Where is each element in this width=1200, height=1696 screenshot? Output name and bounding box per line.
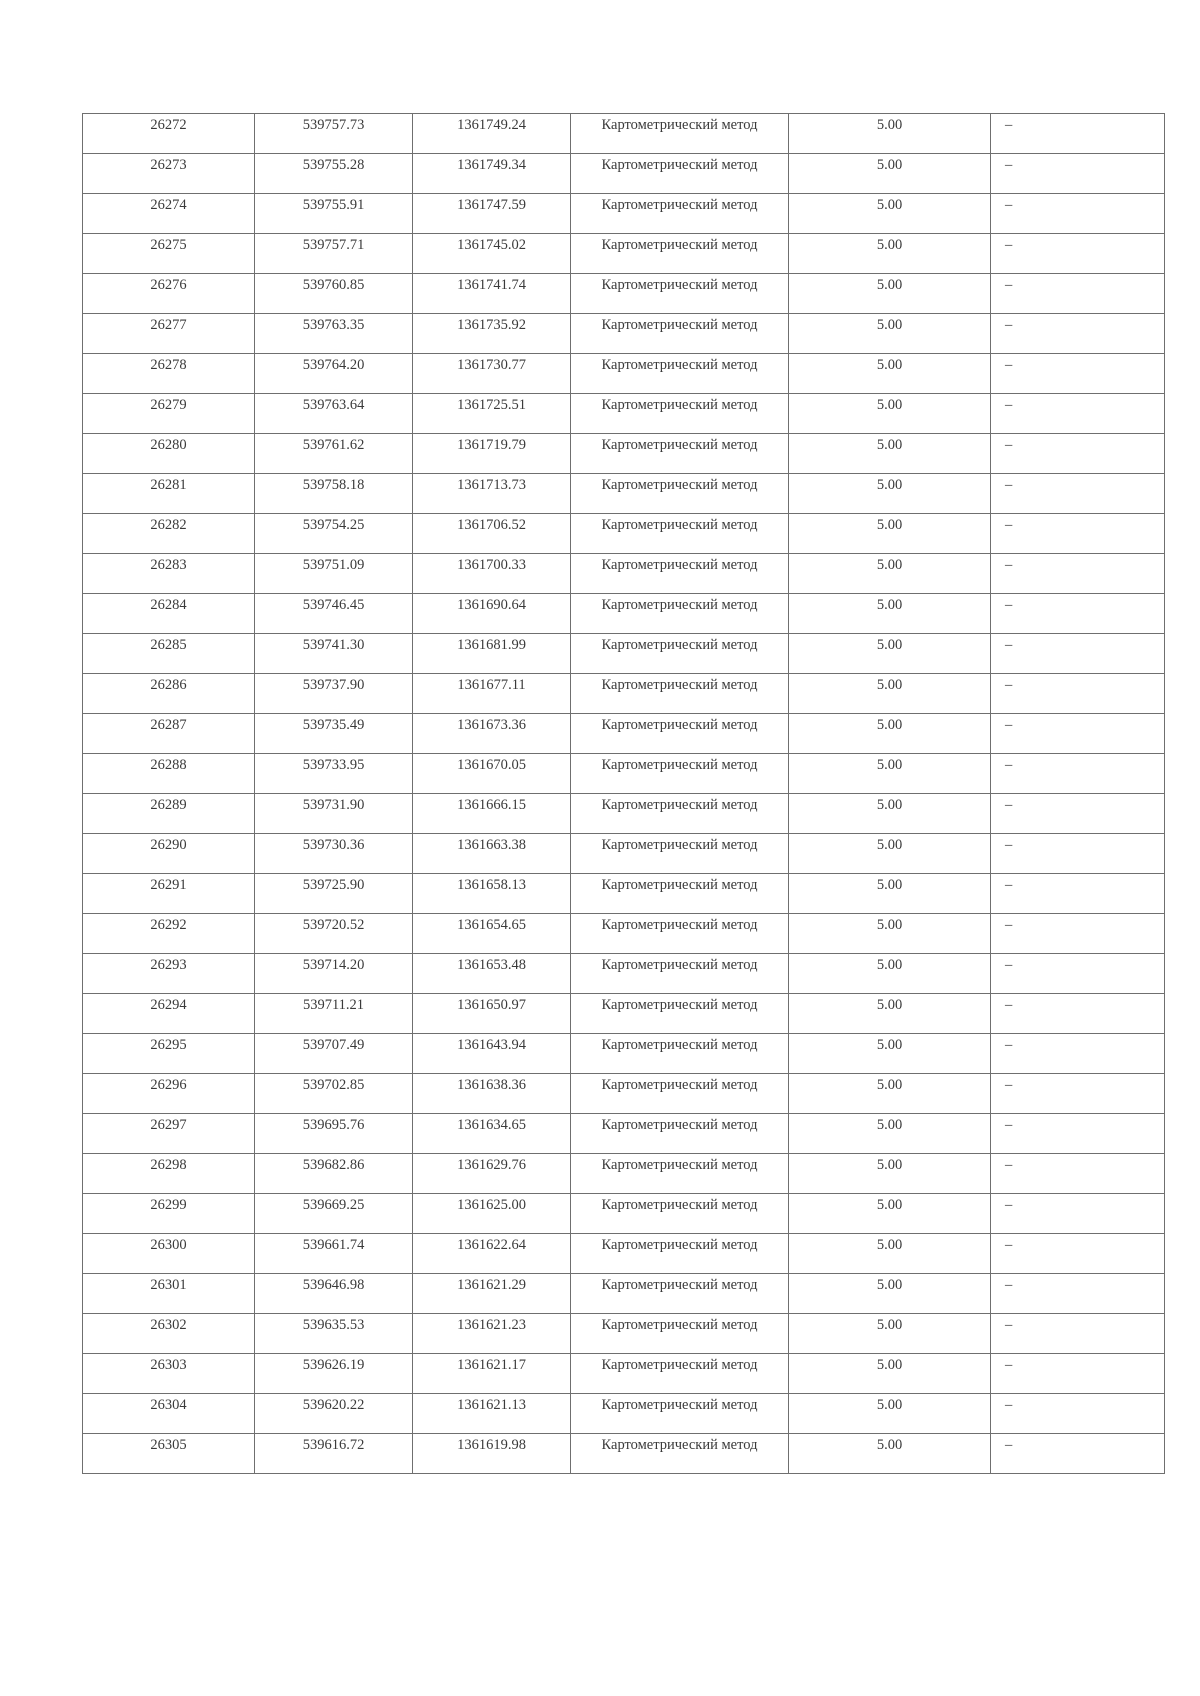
y-coordinate-cell: 1361625.00 (413, 1194, 571, 1234)
y-coordinate-cell: 1361725.51 (413, 394, 571, 434)
point-number-cell: 26303 (83, 1354, 255, 1394)
table-row (83, 674, 1165, 714)
point-number-cell: 26302 (83, 1314, 255, 1354)
table-row (83, 1114, 1165, 1154)
point-number-cell: 26278 (83, 354, 255, 394)
method-cell: Картометрический метод (571, 114, 789, 154)
description-cell: – (991, 754, 1165, 794)
description-cell: – (991, 1314, 1165, 1354)
table-row (83, 1354, 1165, 1394)
table-row (83, 594, 1165, 634)
point-number-cell: 26280 (83, 434, 255, 474)
point-number-cell: 26277 (83, 314, 255, 354)
description-cell: – (991, 1394, 1165, 1434)
x-coordinate-cell: 539757.71 (255, 234, 413, 274)
y-coordinate-cell: 1361621.17 (413, 1354, 571, 1394)
y-coordinate-cell: 1361700.33 (413, 554, 571, 594)
coordinates-table-body (83, 114, 1165, 1474)
table-row (83, 714, 1165, 754)
accuracy-cell: 5.00 (789, 394, 991, 434)
y-coordinate-cell: 1361713.73 (413, 474, 571, 514)
y-coordinate-cell: 1361643.94 (413, 1034, 571, 1074)
x-coordinate-cell: 539695.76 (255, 1114, 413, 1154)
x-coordinate-cell: 539620.22 (255, 1394, 413, 1434)
description-cell: – (991, 434, 1165, 474)
y-coordinate-cell: 1361670.05 (413, 754, 571, 794)
description-cell: – (991, 1234, 1165, 1274)
method-cell: Картометрический метод (571, 674, 789, 714)
accuracy-cell: 5.00 (789, 554, 991, 594)
method-cell: Картометрический метод (571, 834, 789, 874)
point-number-cell: 26304 (83, 1394, 255, 1434)
y-coordinate-cell: 1361747.59 (413, 194, 571, 234)
point-number-cell: 26285 (83, 634, 255, 674)
accuracy-cell: 5.00 (789, 714, 991, 754)
description-cell: – (991, 114, 1165, 154)
description-cell: – (991, 1434, 1165, 1474)
method-cell: Картометрический метод (571, 594, 789, 634)
point-number-cell: 26289 (83, 794, 255, 834)
table-row (83, 1394, 1165, 1434)
description-cell: – (991, 674, 1165, 714)
x-coordinate-cell: 539725.90 (255, 874, 413, 914)
description-cell: – (991, 394, 1165, 434)
y-coordinate-cell: 1361673.36 (413, 714, 571, 754)
description-cell: – (991, 1194, 1165, 1234)
x-coordinate-cell: 539702.85 (255, 1074, 413, 1114)
accuracy-cell: 5.00 (789, 594, 991, 634)
description-cell: – (991, 1354, 1165, 1394)
y-coordinate-cell: 1361719.79 (413, 434, 571, 474)
method-cell: Картометрический метод (571, 794, 789, 834)
description-cell: – (991, 514, 1165, 554)
x-coordinate-cell: 539757.73 (255, 114, 413, 154)
x-coordinate-cell: 539735.49 (255, 714, 413, 754)
y-coordinate-cell: 1361666.15 (413, 794, 571, 834)
point-number-cell: 26281 (83, 474, 255, 514)
y-coordinate-cell: 1361749.34 (413, 154, 571, 194)
table-row (83, 554, 1165, 594)
x-coordinate-cell: 539730.36 (255, 834, 413, 874)
coordinates-table (82, 113, 1165, 1474)
y-coordinate-cell: 1361619.98 (413, 1434, 571, 1474)
x-coordinate-cell: 539661.74 (255, 1234, 413, 1274)
point-number-cell: 26292 (83, 914, 255, 954)
x-coordinate-cell: 539669.25 (255, 1194, 413, 1234)
x-coordinate-cell: 539761.62 (255, 434, 413, 474)
accuracy-cell: 5.00 (789, 994, 991, 1034)
description-cell: – (991, 874, 1165, 914)
accuracy-cell: 5.00 (789, 794, 991, 834)
x-coordinate-cell: 539707.49 (255, 1034, 413, 1074)
method-cell: Картометрический метод (571, 714, 789, 754)
table-row (83, 1274, 1165, 1314)
point-number-cell: 26300 (83, 1234, 255, 1274)
table-row (83, 954, 1165, 994)
accuracy-cell: 5.00 (789, 1354, 991, 1394)
table-row (83, 1194, 1165, 1234)
description-cell: – (991, 274, 1165, 314)
description-cell: – (991, 914, 1165, 954)
x-coordinate-cell: 539741.30 (255, 634, 413, 674)
accuracy-cell: 5.00 (789, 1154, 991, 1194)
method-cell: Картометрический метод (571, 994, 789, 1034)
method-cell: Картометрический метод (571, 154, 789, 194)
table-row (83, 114, 1165, 154)
table-row (83, 1434, 1165, 1474)
accuracy-cell: 5.00 (789, 1114, 991, 1154)
method-cell: Картометрический метод (571, 434, 789, 474)
x-coordinate-cell: 539626.19 (255, 1354, 413, 1394)
description-cell: – (991, 234, 1165, 274)
point-number-cell: 26274 (83, 194, 255, 234)
method-cell: Картометрический метод (571, 1434, 789, 1474)
x-coordinate-cell: 539763.64 (255, 394, 413, 434)
description-cell: – (991, 1114, 1165, 1154)
point-number-cell: 26294 (83, 994, 255, 1034)
x-coordinate-cell: 539646.98 (255, 1274, 413, 1314)
point-number-cell: 26286 (83, 674, 255, 714)
y-coordinate-cell: 1361654.65 (413, 914, 571, 954)
method-cell: Картометрический метод (571, 514, 789, 554)
accuracy-cell: 5.00 (789, 1194, 991, 1234)
y-coordinate-cell: 1361706.52 (413, 514, 571, 554)
accuracy-cell: 5.00 (789, 314, 991, 354)
y-coordinate-cell: 1361622.64 (413, 1234, 571, 1274)
point-number-cell: 26301 (83, 1274, 255, 1314)
y-coordinate-cell: 1361730.77 (413, 354, 571, 394)
method-cell: Картометрический метод (571, 274, 789, 314)
accuracy-cell: 5.00 (789, 354, 991, 394)
method-cell: Картометрический метод (571, 914, 789, 954)
x-coordinate-cell: 539754.25 (255, 514, 413, 554)
y-coordinate-cell: 1361658.13 (413, 874, 571, 914)
accuracy-cell: 5.00 (789, 1434, 991, 1474)
point-number-cell: 26275 (83, 234, 255, 274)
y-coordinate-cell: 1361621.23 (413, 1314, 571, 1354)
method-cell: Картометрический метод (571, 354, 789, 394)
method-cell: Картометрический метод (571, 554, 789, 594)
point-number-cell: 26283 (83, 554, 255, 594)
description-cell: – (991, 1034, 1165, 1074)
point-number-cell: 26273 (83, 154, 255, 194)
table-row (83, 274, 1165, 314)
method-cell: Картометрический метод (571, 1274, 789, 1314)
y-coordinate-cell: 1361621.29 (413, 1274, 571, 1314)
description-cell: – (991, 1154, 1165, 1194)
y-coordinate-cell: 1361741.74 (413, 274, 571, 314)
accuracy-cell: 5.00 (789, 674, 991, 714)
table-row (83, 514, 1165, 554)
point-number-cell: 26290 (83, 834, 255, 874)
method-cell: Картометрический метод (571, 1314, 789, 1354)
method-cell: Картометрический метод (571, 1194, 789, 1234)
point-number-cell: 26293 (83, 954, 255, 994)
accuracy-cell: 5.00 (789, 1394, 991, 1434)
method-cell: Картометрический метод (571, 234, 789, 274)
description-cell: – (991, 1074, 1165, 1114)
table-row (83, 874, 1165, 914)
method-cell: Картометрический метод (571, 1154, 789, 1194)
method-cell: Картометрический метод (571, 634, 789, 674)
table-row (83, 354, 1165, 394)
table-row (83, 914, 1165, 954)
accuracy-cell: 5.00 (789, 634, 991, 674)
accuracy-cell: 5.00 (789, 434, 991, 474)
description-cell: – (991, 314, 1165, 354)
point-number-cell: 26287 (83, 714, 255, 754)
point-number-cell: 26288 (83, 754, 255, 794)
table-row (83, 1034, 1165, 1074)
accuracy-cell: 5.00 (789, 954, 991, 994)
point-number-cell: 26276 (83, 274, 255, 314)
description-cell: – (991, 794, 1165, 834)
table-row (83, 634, 1165, 674)
table-row (83, 1154, 1165, 1194)
description-cell: – (991, 474, 1165, 514)
accuracy-cell: 5.00 (789, 914, 991, 954)
description-cell: – (991, 634, 1165, 674)
accuracy-cell: 5.00 (789, 194, 991, 234)
x-coordinate-cell: 539733.95 (255, 754, 413, 794)
y-coordinate-cell: 1361681.99 (413, 634, 571, 674)
point-number-cell: 26282 (83, 514, 255, 554)
point-number-cell: 26296 (83, 1074, 255, 1114)
y-coordinate-cell: 1361653.48 (413, 954, 571, 994)
point-number-cell: 26299 (83, 1194, 255, 1234)
accuracy-cell: 5.00 (789, 154, 991, 194)
table-row (83, 834, 1165, 874)
table-row (83, 194, 1165, 234)
x-coordinate-cell: 539760.85 (255, 274, 413, 314)
point-number-cell: 26297 (83, 1114, 255, 1154)
accuracy-cell: 5.00 (789, 234, 991, 274)
x-coordinate-cell: 539731.90 (255, 794, 413, 834)
description-cell: – (991, 714, 1165, 754)
method-cell: Картометрический метод (571, 1354, 789, 1394)
description-cell: – (991, 154, 1165, 194)
accuracy-cell: 5.00 (789, 114, 991, 154)
method-cell: Картометрический метод (571, 754, 789, 794)
x-coordinate-cell: 539758.18 (255, 474, 413, 514)
accuracy-cell: 5.00 (789, 874, 991, 914)
description-cell: – (991, 354, 1165, 394)
y-coordinate-cell: 1361650.97 (413, 994, 571, 1034)
y-coordinate-cell: 1361621.13 (413, 1394, 571, 1434)
table-row (83, 234, 1165, 274)
table-row (83, 474, 1165, 514)
accuracy-cell: 5.00 (789, 754, 991, 794)
method-cell: Картометрический метод (571, 874, 789, 914)
x-coordinate-cell: 539711.21 (255, 994, 413, 1034)
table-row (83, 394, 1165, 434)
method-cell: Картометрический метод (571, 1114, 789, 1154)
y-coordinate-cell: 1361745.02 (413, 234, 571, 274)
accuracy-cell: 5.00 (789, 1234, 991, 1274)
point-number-cell: 26272 (83, 114, 255, 154)
accuracy-cell: 5.00 (789, 1074, 991, 1114)
accuracy-cell: 5.00 (789, 1314, 991, 1354)
description-cell: – (991, 954, 1165, 994)
y-coordinate-cell: 1361663.38 (413, 834, 571, 874)
x-coordinate-cell: 539764.20 (255, 354, 413, 394)
method-cell: Картометрический метод (571, 474, 789, 514)
description-cell: – (991, 594, 1165, 634)
description-cell: – (991, 554, 1165, 594)
x-coordinate-cell: 539763.35 (255, 314, 413, 354)
table-row (83, 794, 1165, 834)
point-number-cell: 26284 (83, 594, 255, 634)
x-coordinate-cell: 539616.72 (255, 1434, 413, 1474)
description-cell: – (991, 194, 1165, 234)
x-coordinate-cell: 539720.52 (255, 914, 413, 954)
y-coordinate-cell: 1361677.11 (413, 674, 571, 714)
description-cell: – (991, 834, 1165, 874)
table-row (83, 154, 1165, 194)
table-row (83, 1314, 1165, 1354)
accuracy-cell: 5.00 (789, 1034, 991, 1074)
table-row (83, 994, 1165, 1034)
point-number-cell: 26291 (83, 874, 255, 914)
method-cell: Картометрический метод (571, 1394, 789, 1434)
x-coordinate-cell: 539635.53 (255, 1314, 413, 1354)
x-coordinate-cell: 539755.28 (255, 154, 413, 194)
description-cell: – (991, 1274, 1165, 1314)
method-cell: Картометрический метод (571, 1034, 789, 1074)
method-cell: Картометрический метод (571, 394, 789, 434)
accuracy-cell: 5.00 (789, 514, 991, 554)
x-coordinate-cell: 539751.09 (255, 554, 413, 594)
method-cell: Картометрический метод (571, 1234, 789, 1274)
accuracy-cell: 5.00 (789, 1274, 991, 1314)
method-cell: Картометрический метод (571, 1074, 789, 1114)
point-number-cell: 26298 (83, 1154, 255, 1194)
table-row (83, 314, 1165, 354)
method-cell: Картометрический метод (571, 954, 789, 994)
y-coordinate-cell: 1361629.76 (413, 1154, 571, 1194)
x-coordinate-cell: 539714.20 (255, 954, 413, 994)
table-row (83, 754, 1165, 794)
x-coordinate-cell: 539682.86 (255, 1154, 413, 1194)
point-number-cell: 26305 (83, 1434, 255, 1474)
point-number-cell: 26295 (83, 1034, 255, 1074)
x-coordinate-cell: 539737.90 (255, 674, 413, 714)
description-cell: – (991, 994, 1165, 1034)
point-number-cell: 26279 (83, 394, 255, 434)
accuracy-cell: 5.00 (789, 474, 991, 514)
table-row (83, 434, 1165, 474)
table-row (83, 1074, 1165, 1114)
y-coordinate-cell: 1361749.24 (413, 114, 571, 154)
y-coordinate-cell: 1361690.64 (413, 594, 571, 634)
method-cell: Картометрический метод (571, 194, 789, 234)
table-row (83, 1234, 1165, 1274)
x-coordinate-cell: 539746.45 (255, 594, 413, 634)
y-coordinate-cell: 1361735.92 (413, 314, 571, 354)
y-coordinate-cell: 1361638.36 (413, 1074, 571, 1114)
accuracy-cell: 5.00 (789, 274, 991, 314)
method-cell: Картометрический метод (571, 314, 789, 354)
x-coordinate-cell: 539755.91 (255, 194, 413, 234)
accuracy-cell: 5.00 (789, 834, 991, 874)
y-coordinate-cell: 1361634.65 (413, 1114, 571, 1154)
